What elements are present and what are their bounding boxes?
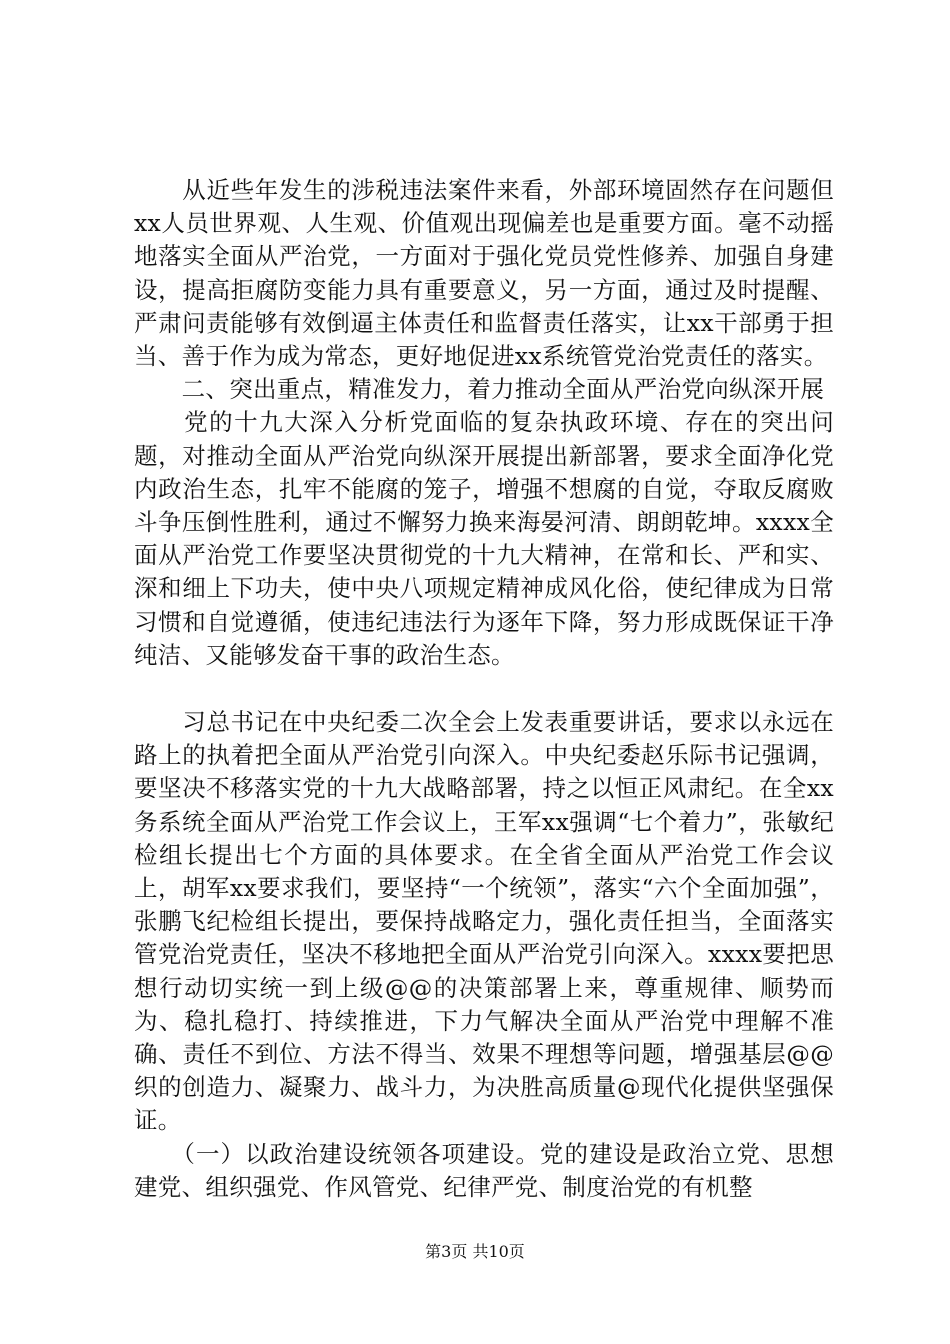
section-heading-two: 二、突出重点，精准发力，着力推动全面从严治党向纵深开展 xyxy=(134,375,825,404)
paragraph-nineteenth-congress: 党的十九大深入分析党面临的复杂执政环境、存在的突出问题，对推动全面从严治党向纵深开展提出新部署，要求全面净化党内政治生态，扎牢不能腐的笼子，增强不想腐的自觉，夺取反腐败斗争压倒性胜利，通过不懈努力换来海晏河清、朗朗乾坤。xxxx全面从严治党工作要坚决贯彻党的十九大精神，在常和长、严和实、深和细上下功夫，使中央八项规定精神成风化俗，使纪律成为日常习惯和自觉遵循，使违纪违法行为逐年下降，努力形成既保证干净纯洁、又能够发奋干事的政治生态。 xyxy=(134,408,834,669)
paragraph-speech: 习总书记在中央纪委二次全会上发表重要讲话，要求以永远在路上的执着把全面从严治党引向深入。中央纪委赵乐际书记强调，要坚决不移落实党的十九大战略部署，持之以恒正风肃纪。在全xx务系统全面从严治党工作会议上，王军xx强调“七个着力”，张敏纪检组长提出七个方面的具体要求。在全省全面从严治党工作会议上，胡军xx要求我们，要坚持“一个统领”，落实“六个全面加强”，张鹏飞纪检组长提出，要保持战略定力，强化责任担当，全面落实管党治党责任，坚决不移地把全面从严治党引向深入。xxxx要把思想行动切实统一到上级@@的决策部署上来，尊重规律、顺势而为、稳扎稳打、持续推进，下力气解决全面从严治党中理解不准确、责任不到位、方法不得当、效果不理想等问题，增强基层@@织的创造力、凝聚力、战斗力，为决胜高质量@现代化提供坚强保证。 xyxy=(134,708,834,1135)
page-number-footer: 第3页 共10页 xyxy=(425,1242,525,1261)
paragraph-spacer xyxy=(134,672,834,706)
paragraph-subsection-one: （一）以政治建设统领各项建设。党的建设是政治立党、思想建党、组织强党、作风管党、纪律严党、制度治党的有机整 xyxy=(134,1139,834,1201)
document-body xyxy=(134,174,834,1204)
paragraph-intro: 从近些年发生的涉税违法案件来看，外部环境固然存在问题但xx人员世界观、人生观、价值观出现偏差也是重要方面。毫不动摇地落实全面从严治党，一方面对于强化党员党性修养、加强自身建设，提高拒腐防变能力具有重要意义，另一方面，通过及时提醒、严肃问责能够有效倒逼主体责任和监督责任落实，让xx干部勇于担当、善于作为成为常态，更好地促进xx系统管党治党责任的落实。 xyxy=(134,176,834,371)
